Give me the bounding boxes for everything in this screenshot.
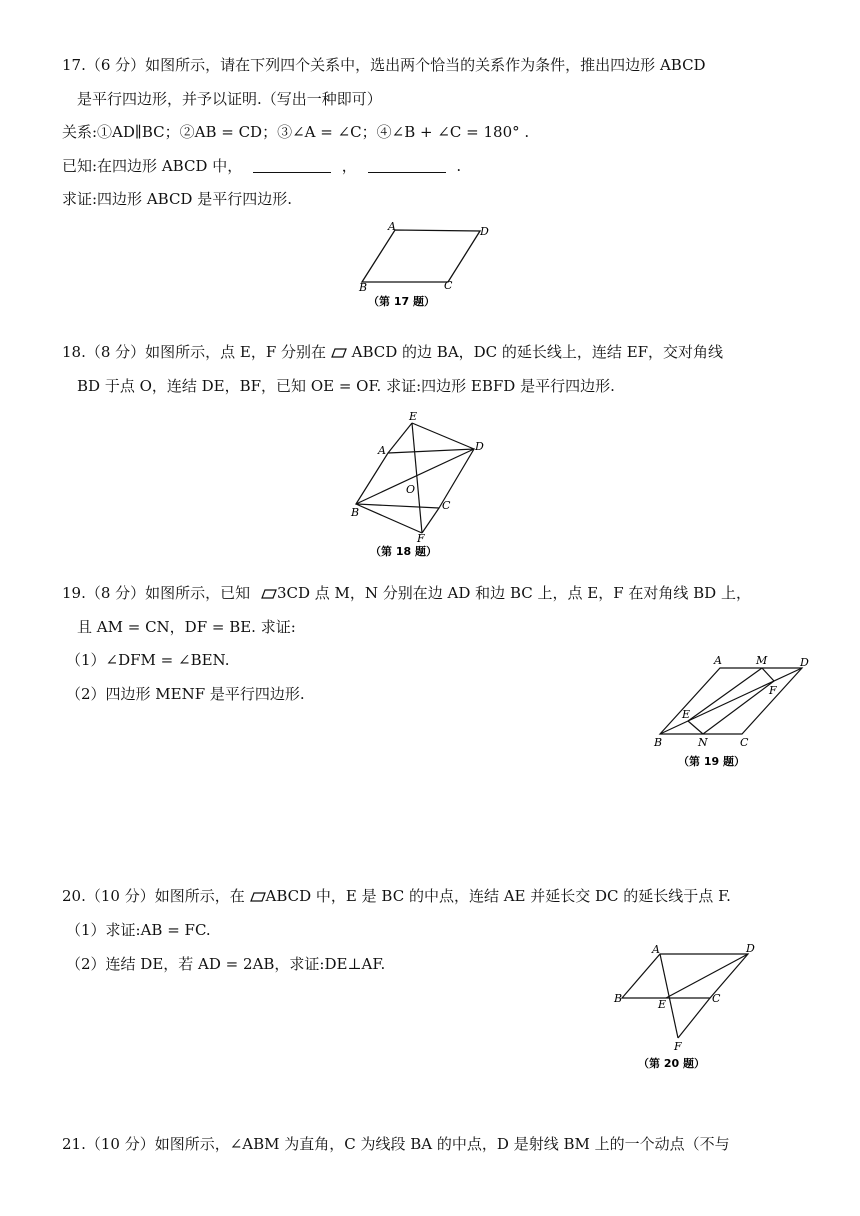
q19-segment-nf bbox=[703, 681, 774, 734]
q18-segment-ed bbox=[412, 423, 474, 449]
q18-line1-b: ABCD 的边 BA，DC 的延长线上，连结 EF，交对角线 bbox=[351, 343, 724, 361]
q17-line2: 是平行四边形，并予以证明.（写出一种即可） bbox=[77, 90, 382, 108]
q18-label-d: D bbox=[475, 440, 484, 453]
q19-segment-me bbox=[688, 668, 762, 721]
q20-line1 bbox=[62, 886, 731, 906]
q19-line1-a: 19.（8 分）如图所示，已知 bbox=[62, 584, 251, 602]
q19-label-c: C bbox=[740, 736, 749, 749]
q17-line1: 17.（6 分）如图所示，请在下列四个关系中，选出两个恰当的关系作为条件，推出四边形 ABCD bbox=[62, 56, 706, 74]
q20-parallelogram bbox=[622, 954, 748, 998]
q19-label-n: N bbox=[698, 736, 708, 749]
q17-parallelogram bbox=[362, 230, 480, 282]
q18-label-a: A bbox=[378, 444, 386, 457]
q17-relations: 关系:①AD∥BC；②AB = CD；③∠A = ∠C；④∠B + ∠C = 180° . bbox=[62, 123, 530, 141]
q20-segment-de bbox=[666, 954, 748, 998]
q19-part2: （2）四边形 MENF 是平行四边形. bbox=[66, 685, 305, 703]
q20-label-b: B bbox=[614, 992, 623, 1005]
q19-label-m: M bbox=[756, 654, 768, 667]
q18-line1 bbox=[62, 342, 723, 362]
q17-blank-2[interactable] bbox=[368, 158, 446, 173]
q17-known bbox=[62, 156, 461, 176]
q20-label-d: D bbox=[746, 942, 755, 955]
q17-label-b: B bbox=[359, 281, 368, 294]
q17-label-a: A bbox=[388, 220, 396, 233]
q19-label-b: B bbox=[654, 736, 663, 749]
q17-known-sep: ， bbox=[341, 157, 357, 175]
q20-line1-b: ABCD 中，E 是 BC 的中点，连结 AE 并延长交 DC 的延长线于点 F. bbox=[265, 887, 731, 905]
q20-label-a: A bbox=[652, 943, 660, 956]
q18-segment-bf bbox=[356, 504, 422, 533]
q20-label-e: E bbox=[658, 998, 667, 1011]
q17-known-end: . bbox=[456, 157, 462, 175]
q17-known-prefix: 已知:在四边形 ABCD 中， bbox=[62, 157, 243, 175]
q20-label-c: C bbox=[712, 992, 721, 1005]
q18-line1-a: 18.（8 分）如图所示，点 E，F 分别在 bbox=[62, 343, 327, 361]
q18-label-b: B bbox=[351, 506, 360, 519]
q17-label-d: D bbox=[480, 225, 489, 238]
parallelogram-icon bbox=[261, 589, 277, 599]
q21-line1: 21.（10 分）如图所示，∠ABM 为直角，C 为线段 BA 的中点，D 是射线 BM 上的一个动点（不与 bbox=[62, 1135, 730, 1153]
q17-blank-1[interactable] bbox=[253, 158, 331, 173]
q19-line2: 且 AM = CN，DF = BE. 求证: bbox=[77, 618, 296, 636]
q17-figure bbox=[350, 218, 500, 317]
parallelogram-icon bbox=[331, 348, 347, 358]
q18-figure bbox=[346, 408, 496, 567]
q19-line1-b: 3CD 点 M，N 分别在边 AD 和边 BC 上，点 E，F 在对角线 BD 上， bbox=[276, 584, 751, 602]
q18-label-e: E bbox=[409, 410, 418, 423]
q18-line2: BD 于点 O，连结 DE，BF，已知 OE = OF. 求证:四边形 EBFD 是平行四边形. bbox=[77, 377, 615, 395]
q18-ext-ba bbox=[388, 423, 412, 453]
q19-label-f: F bbox=[769, 684, 777, 697]
q19-label-a: A bbox=[714, 654, 722, 667]
q19-caption: （第 19 题） bbox=[678, 755, 745, 768]
q19-part1: （1）∠DFM = ∠BEN. bbox=[66, 651, 230, 669]
q20-line1-a: 20.（10 分）如图所示，在 bbox=[62, 887, 245, 905]
q20-label-f: F bbox=[674, 1040, 682, 1053]
q20-ext-dc bbox=[678, 998, 710, 1038]
q20-caption: （第 20 题） bbox=[638, 1057, 705, 1070]
q19-segment-en bbox=[688, 721, 703, 734]
q18-label-f: F bbox=[417, 532, 425, 545]
q20-part2: （2）连结 DE，若 AD = 2AB，求证:DE⊥AF. bbox=[66, 955, 386, 973]
q19-label-d: D bbox=[800, 656, 809, 669]
q17-prove: 求证:四边形 ABCD 是平行四边形. bbox=[62, 190, 292, 208]
q17-label-c: C bbox=[444, 279, 453, 292]
parallelogram-icon bbox=[250, 892, 266, 902]
q19-figure bbox=[650, 652, 815, 776]
q19-diagonal-bd bbox=[660, 668, 802, 734]
q18-ext-dc bbox=[422, 508, 439, 533]
q18-label-o: O bbox=[406, 483, 416, 496]
q18-caption: （第 18 题） bbox=[370, 545, 437, 558]
q20-part1: （1）求证:AB = FC. bbox=[66, 921, 211, 939]
q19-segment-mf bbox=[762, 668, 774, 681]
q19-line1 bbox=[62, 583, 751, 603]
q18-label-c: C bbox=[442, 499, 451, 512]
q18-segment-ef bbox=[412, 423, 422, 533]
q17-caption: （第 17 题） bbox=[368, 295, 435, 308]
q19-label-e: E bbox=[682, 708, 691, 721]
q20-figure bbox=[608, 938, 763, 1082]
